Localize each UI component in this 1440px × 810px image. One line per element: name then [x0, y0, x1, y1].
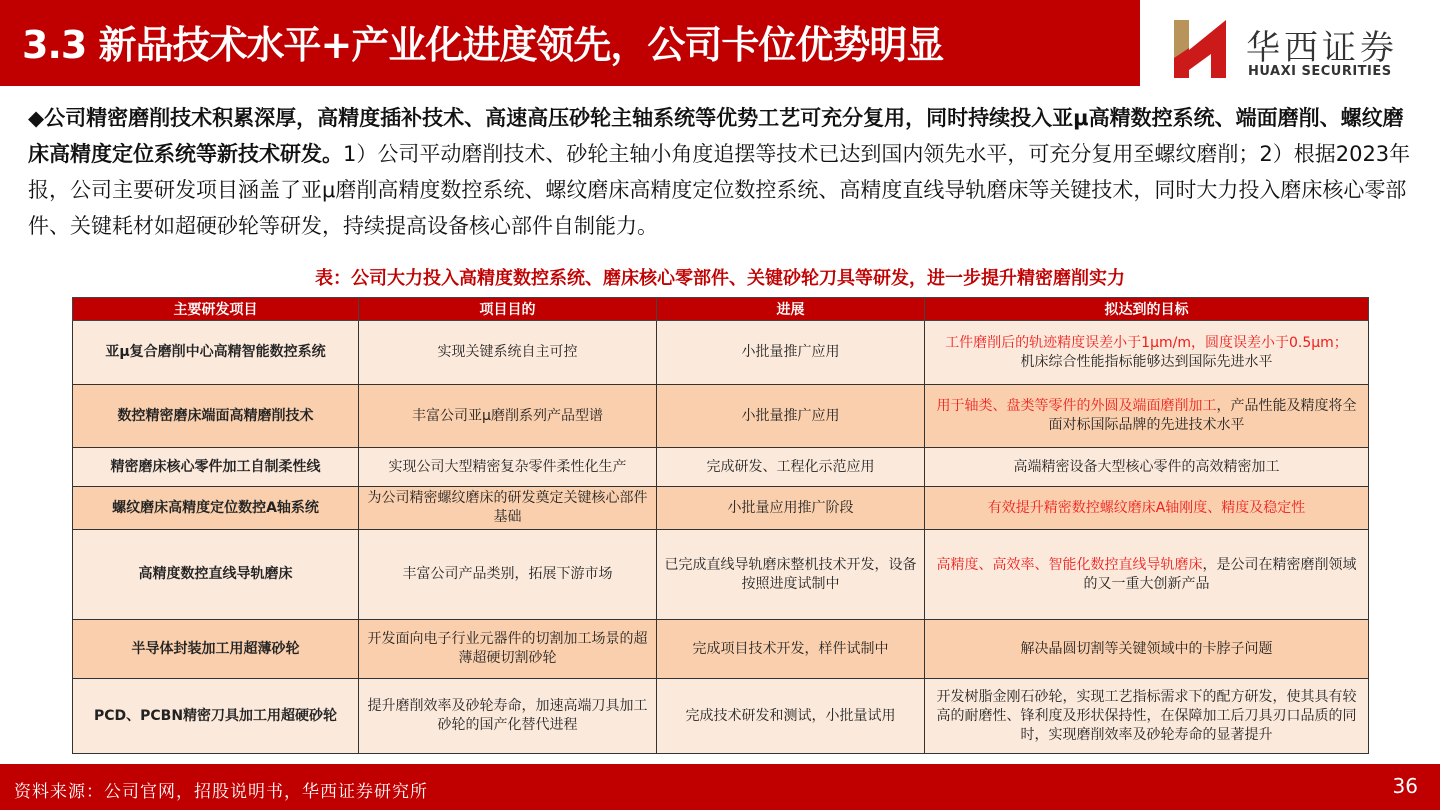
- table-row: [73, 679, 1369, 754]
- page-number: 36: [1392, 774, 1418, 798]
- cell-project: 螺纹磨床高精度定位数控A轴系统: [73, 487, 359, 530]
- header-goal: 拟达到的目标: [925, 298, 1369, 321]
- goal-highlight: 有效提升精密数控螺纹磨床A轴刚度、精度及稳定性: [987, 499, 1306, 516]
- cell-project: 数控精密磨床端面高精磨削技术: [73, 385, 359, 448]
- goal-text: ，是公司在精密磨削领域的又一重大创新产品: [1083, 556, 1357, 592]
- goal-text: 解决晶圆切割等关键领域中的卡脖子问题: [1020, 640, 1273, 657]
- company-logo: [1168, 14, 1418, 84]
- goal-text: 开发树脂金刚石砂轮，实现工艺指标需求下的配方研发，使其具有较高的耐磨性、锋利度及形状保持性，在保障加工后刀具刃口品质的同时，实现磨削效率及砂轮寿命的显著提升: [936, 688, 1357, 743]
- cell-progress: 小批量推广应用: [657, 321, 925, 385]
- cell-progress: 小批量应用推广阶段: [657, 487, 925, 530]
- cell-goal: [925, 487, 1369, 530]
- cell-progress: 完成项目技术开发，样件试制中: [657, 620, 925, 679]
- cell-purpose: 为公司精密螺纹磨床的研发奠定关键核心部件基础: [359, 487, 657, 530]
- table-row: [73, 530, 1369, 620]
- cell-purpose: 丰富公司产品类别，拓展下游市场: [359, 530, 657, 620]
- page-title: 3.3 新品技术水平+产业化进度领先，公司卡位优势明显: [22, 23, 944, 67]
- rd-projects-table: [72, 297, 1369, 754]
- source-note: 资料来源：公司官网，招股说明书，华西证券研究所: [14, 782, 428, 802]
- header-progress: 进展: [657, 298, 925, 321]
- cell-progress: 完成技术研发和测试，小批量试用: [657, 679, 925, 754]
- intro-bold: 公司精密磨削技术积累深厚，高精度插补技术、高速高压砂轮主轴系统等优势工艺可充分复用，同时持续投入亚μ高精数控系统、端面磨削、螺纹磨床高精度定位系统等新技术研发。: [28, 106, 1404, 166]
- cell-project: 高精度数控直线导轨磨床: [73, 530, 359, 620]
- huaxi-h-logo-icon: [1174, 20, 1226, 78]
- cell-progress: 已完成直线导轨磨床整机技术开发，设备按照进度试制中: [657, 530, 925, 620]
- cell-goal: [925, 620, 1369, 679]
- goal-highlight: 工件磨削后的轨迹精度误差小于1μm/m，圆度误差小于0.5μm；: [945, 334, 1348, 351]
- intro-normal: 1）公司平动磨削技术、砂轮主轴小角度追摆等技术已达到国内领先水平，可充分复用至螺纹磨削；2）根据2023年报，公司主要研发项目涵盖了亚μ磨削高精度数控系统、螺纹磨床高精度定位数控系统、高精度直线导轨磨床等关键技术，同时大力投入磨床核心零部件、关键耗材如超硬砂轮等研发，持续提高设备核心部件自制能力。: [28, 142, 1411, 238]
- cell-progress: 小批量推广应用: [657, 385, 925, 448]
- goal-text: 高端精密设备大型核心零件的高效精密加工: [1013, 458, 1280, 475]
- cell-goal: [925, 321, 1369, 385]
- goal-highlight: 用于轴类、盘类等零件的外圆及端面磨削加工: [936, 398, 1217, 414]
- cell-goal: [925, 679, 1369, 754]
- cell-purpose: 开发面向电子行业元器件的切割加工场景的超薄超硬切割砂轮: [359, 620, 657, 679]
- cell-goal: [925, 385, 1369, 448]
- cell-project: 精密磨床核心零件加工自制柔性线: [73, 448, 359, 487]
- table-row: [73, 448, 1369, 487]
- header-purpose: 项目目的: [359, 298, 657, 321]
- logo-text-cn: 华西证券: [1246, 28, 1398, 68]
- cell-purpose: 实现关键系统自主可控: [359, 321, 657, 385]
- table-row: [73, 620, 1369, 679]
- intro-paragraph: [28, 100, 1418, 244]
- goal-highlight: 高精度、高效率、智能化数控直线导轨磨床: [936, 556, 1203, 573]
- cell-project: 亚μ复合磨削中心高精智能数控系统: [73, 321, 359, 385]
- table-row: [73, 321, 1369, 385]
- table-row: [73, 385, 1369, 448]
- goal-text: 机床综合性能指标能够达到国际先进水平: [1020, 353, 1273, 370]
- table-header-row: [73, 298, 1369, 321]
- table-caption: 表：公司大力投入高精度数控系统、磨床核心零部件、关键砂轮刀具等研发，进一步提升精密磨削实力: [315, 268, 1125, 289]
- cell-purpose: 提升磨削效率及砂轮寿命，加速高端刀具加工砂轮的国产化替代进程: [359, 679, 657, 754]
- table-row: [73, 487, 1369, 530]
- header-project: 主要研发项目: [73, 298, 359, 321]
- footer-bar: [0, 764, 1440, 810]
- cell-goal: [925, 530, 1369, 620]
- cell-goal: [925, 448, 1369, 487]
- bullet-icon: ◆: [28, 106, 45, 130]
- cell-progress: 完成研发、工程化示范应用: [657, 448, 925, 487]
- goal-text: ，产品性能及精度将全面对标国际品牌的先进技术水平: [1048, 398, 1357, 433]
- title-bar: [0, 0, 1140, 86]
- cell-purpose: 丰富公司亚μ磨削系列产品型谱: [359, 385, 657, 448]
- cell-purpose: 实现公司大型精密复杂零件柔性化生产: [359, 448, 657, 487]
- logo-text-en: HUAXI SECURITIES: [1248, 64, 1392, 79]
- cell-project: 半导体封装加工用超薄砂轮: [73, 620, 359, 679]
- cell-project: PCD、PCBN精密刀具加工用超硬砂轮: [73, 679, 359, 754]
